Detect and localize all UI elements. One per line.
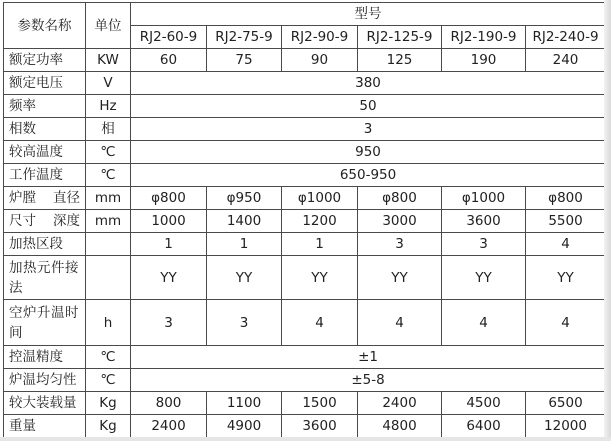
table-cell: 3 [358,233,442,256]
page-edge-shadow [604,0,611,441]
table-cell-merged: ±5-8 [131,369,606,392]
table-cell-merged: 650-950 [131,164,606,187]
page-bottom-edge [0,437,611,441]
table-cell: 800 [131,392,207,415]
table-row [4,346,606,369]
row-label-part: 直径 [53,190,80,206]
row-label-part: 炉膛 [9,190,36,206]
table-cell: 1 [282,233,358,256]
row-unit: Kg [86,392,131,415]
table-cell-merged: ±1 [131,346,606,369]
table-cell: 2400 [358,392,442,415]
table-cell: 3600 [282,415,358,438]
table-cell: 3000 [358,210,442,233]
table-cell: 1500 [282,392,358,415]
row-unit [86,233,131,256]
header-model: 型号 [131,3,606,26]
header-param-name: 参数名称 [4,3,86,49]
row-unit: ℃ [86,141,131,164]
row-unit: ℃ [86,369,131,392]
table-row [4,95,606,118]
table-row [4,49,606,72]
row-unit: V [86,72,131,95]
table-cell: φ800 [526,187,606,210]
table-cell: φ1000 [282,187,358,210]
row-label: 炉温均匀性 [4,369,86,392]
row-label-split [4,187,86,210]
table-cell: 1 [131,233,207,256]
table-cell: 3600 [442,210,526,233]
row-unit: Kg [86,415,131,438]
header-unit: 单位 [86,3,131,49]
row-unit: KW [86,49,131,72]
row-unit: h [86,300,131,346]
table-cell: YY [282,256,358,300]
row-label: 额定功率 [4,49,86,72]
row-label-split [4,210,86,233]
table-row [4,369,606,392]
row-unit: Hz [86,95,131,118]
table-row [4,233,606,256]
table-cell: 4900 [207,415,282,438]
table-cell: φ800 [131,187,207,210]
table-cell: φ800 [358,187,442,210]
table-row [4,72,606,95]
row-label: 加热元件接法 [4,256,86,300]
table-cell: 90 [282,49,358,72]
table-cell: 125 [358,49,442,72]
table-row [4,164,606,187]
table-cell: 3 [131,300,207,346]
table-cell: 5500 [526,210,606,233]
model-name: RJ2-190-9 [442,26,526,49]
table-cell: 6400 [442,415,526,438]
table-cell: YY [207,256,282,300]
table-row [4,187,606,210]
table-row [4,256,606,300]
row-unit: ℃ [86,164,131,187]
table-row [4,210,606,233]
row-label: 较高温度 [4,141,86,164]
row-unit: ℃ [86,346,131,369]
table-cell: 12000 [526,415,606,438]
table-cell: 1000 [131,210,207,233]
table-cell: 4 [526,233,606,256]
table-cell: 3 [207,300,282,346]
row-label: 工作温度 [4,164,86,187]
table-cell: 60 [131,49,207,72]
row-unit: mm [86,187,131,210]
row-label: 控温精度 [4,346,86,369]
row-unit [86,256,131,300]
row-label: 重量 [4,415,86,438]
row-label-part: 尺寸 [9,213,36,229]
table-cell-merged: 380 [131,72,606,95]
table-cell: 2400 [131,415,207,438]
table-row [4,415,606,438]
table-cell: φ950 [207,187,282,210]
table-cell: 3 [442,233,526,256]
table-cell: 4 [442,300,526,346]
table-cell: YY [526,256,606,300]
table-cell: 1200 [282,210,358,233]
row-unit: 相 [86,118,131,141]
table-cell: YY [131,256,207,300]
table-row [4,300,606,346]
table-cell: 4800 [358,415,442,438]
table-cell: 1 [207,233,282,256]
row-label: 加热区段 [4,233,86,256]
table-cell-merged: 950 [131,141,606,164]
header-row-1 [4,3,606,26]
table-cell: 4 [282,300,358,346]
model-name: RJ2-75-9 [207,26,282,49]
spec-table [3,2,606,438]
model-name: RJ2-125-9 [358,26,442,49]
table-row [4,141,606,164]
table-cell: 1400 [207,210,282,233]
table-cell: YY [442,256,526,300]
table-cell: 4 [358,300,442,346]
table-cell: φ1000 [442,187,526,210]
table-cell: YY [358,256,442,300]
table-cell: 4 [526,300,606,346]
row-unit: mm [86,210,131,233]
row-label: 空炉升温时间 [4,300,86,346]
table-cell: 75 [207,49,282,72]
row-label: 相数 [4,118,86,141]
table-cell: 190 [442,49,526,72]
table-row [4,392,606,415]
model-name: RJ2-240-9 [526,26,606,49]
table-cell: 240 [526,49,606,72]
table-cell: 6500 [526,392,606,415]
table-cell-merged: 50 [131,95,606,118]
row-label: 额定电压 [4,72,86,95]
row-label: 较大装载量 [4,392,86,415]
table-cell: 4500 [442,392,526,415]
table-cell: 1100 [207,392,282,415]
model-name: RJ2-90-9 [282,26,358,49]
table-row [4,118,606,141]
row-label-part: 深度 [53,213,80,229]
model-name: RJ2-60-9 [131,26,207,49]
row-label: 频率 [4,95,86,118]
table-cell-merged: 3 [131,118,606,141]
